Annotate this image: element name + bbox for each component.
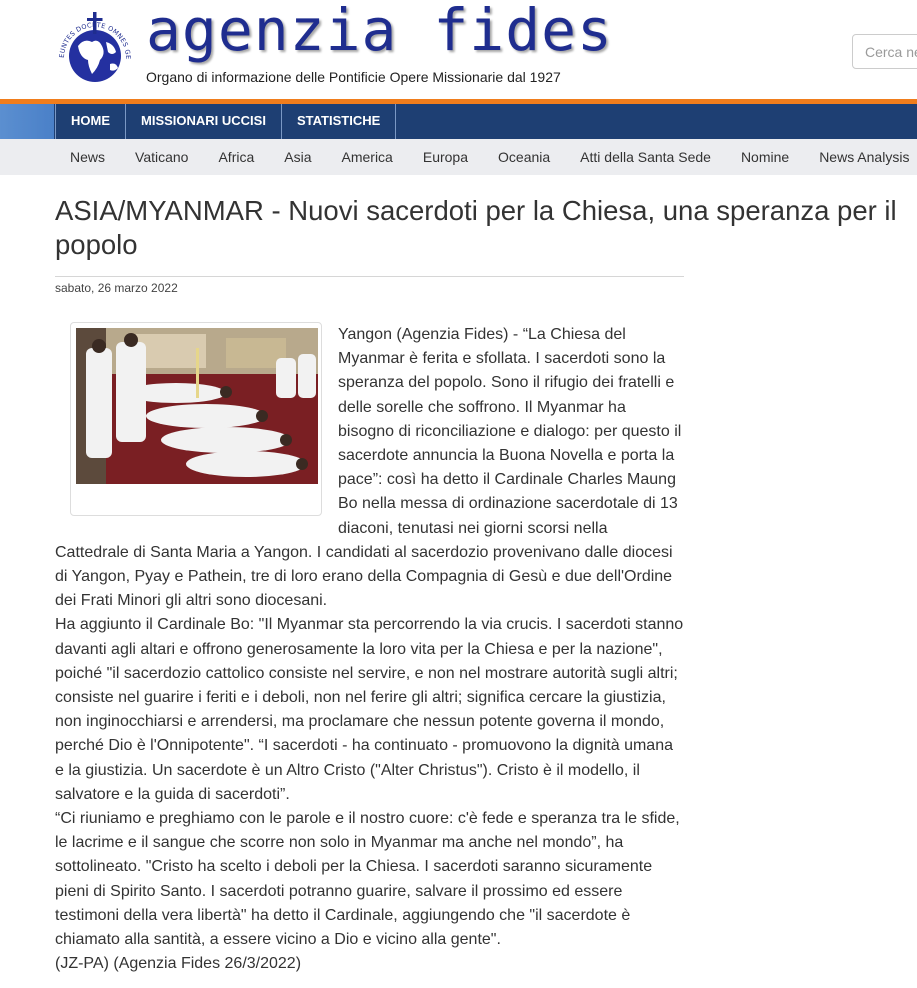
article-date: sabato, 26 marzo 2022 xyxy=(55,281,178,295)
sub-nav-vaticano[interactable]: Vaticano xyxy=(135,149,189,165)
sub-nav-europa[interactable]: Europa xyxy=(422,149,469,165)
site-tagline: Organo di informazione delle Pontificie Opere Missionarie dal 1927 xyxy=(146,69,561,85)
search-input[interactable] xyxy=(852,34,917,69)
sub-nav-africa[interactable]: Africa xyxy=(218,149,255,165)
article-body xyxy=(55,323,684,976)
sub-nav-news-analysis[interactable]: News Analysis xyxy=(819,149,910,165)
main-nav-missionari-uccisi[interactable]: MISSIONARI UCCISI xyxy=(126,104,282,139)
site-header xyxy=(0,0,917,100)
globe-cross-logo-icon[interactable] xyxy=(54,8,136,86)
main-nav-home[interactable]: HOME xyxy=(55,104,126,139)
article-title: ASIA/MYANMAR - Nuovi sacerdoti per la Chiesa, una speranza per il popolo xyxy=(55,195,897,260)
article-paragraph: Yangon (Agenzia Fides) - “La Chiesa del Myanmar è ferita e sfollata. I sacerdoti sono la speranza del popolo. Sono il rifugio dei fratelli e delle sorelle che soffrono. Il Myanmar ha bisogno di riconciliazione e dialogo: per questo il sacerdote annuncia la Buona Novella e porta la pace”: così ha detto il Cardinale Charles Maung Bo nella messa di ordinazione sacerdotale di 13 diaconi, tenutasi nei giorni scorsi nella Cattedrale di Santa Maria a Yangon. I candidati al sacerdozio provenivano dalle diocesi di Yangon, Pyay e Pathein, tre di loro erano della Compagnia di Gesù e due dell'Ordine dei Frati Minori gli altri sono diocesani. xyxy=(55,326,682,610)
sub-nav-asia[interactable]: Asia xyxy=(284,149,312,165)
photo-float-spacer xyxy=(55,323,338,539)
sub-nav-oceania[interactable]: Oceania xyxy=(498,149,551,165)
sub-nav-atti-santa-sede[interactable]: Atti della Santa Sede xyxy=(580,149,711,165)
sub-nav-nomine[interactable]: Nomine xyxy=(740,149,790,165)
site-name[interactable]: agenzia fides xyxy=(146,0,613,64)
sub-nav-america[interactable]: America xyxy=(341,149,393,165)
main-nav xyxy=(55,104,396,139)
main-nav-statistiche[interactable]: STATISTICHE xyxy=(282,104,396,139)
title-divider xyxy=(55,276,684,277)
article-paragraph: Ha aggiunto il Cardinale Bo: "Il Myanmar sta percorrendo la via crucis. I sacerdoti stanno davanti agli altari e offrono generosamente la loro vita per la Chiesa e per la nazione", poiché "il sacerdozio cattolico consiste nel servire, e non nel mostrare autorità sugli altri; consiste nel guarire i feriti e i deboli, non nel ferire gli altri; significa cercare la giustizia, non inginocchiarsi e arrendersi, ma proclamare che nessun potente governa il mondo, perché Dio è l'Onnipotente". “I sacerdoti - ha continuato - promuovono la dignità umana e la giustizia. Un sacerdote è un Altro Cristo ("Alter Christus"). Cristo è il modello, il salvatore e la guida di sacerdoti”. xyxy=(55,616,684,803)
article-byline: (JZ-PA) (Agenzia Fides 26/3/2022) xyxy=(55,955,302,973)
sub-nav xyxy=(55,139,917,175)
logo-seal-text: EUNTES DOCETE OMNES GE xyxy=(57,20,133,60)
sub-nav-news[interactable]: News xyxy=(70,149,106,165)
article-paragraph: “Ci riuniamo e preghiamo con le parole e il nostro cuore: c'è fede e speranza tra le sfide, le lacrime e il sangue che scorre non solo in Myanmar ma anche nel mondo”, ha sottolineato. "Cristo ha scelto i deboli per la Chiesa. I sacerdoti saranno sicuramente pieni di Spirito Santo. I sacerdoti potranno guarire, salvare il prossimo ed essere testimoni della vera libertà" ha detto il Cardinale, aggiungendo che "il sacerdote è chiamato alla santità, a essere vicino a Dio e vicino alla gente". xyxy=(55,810,680,949)
